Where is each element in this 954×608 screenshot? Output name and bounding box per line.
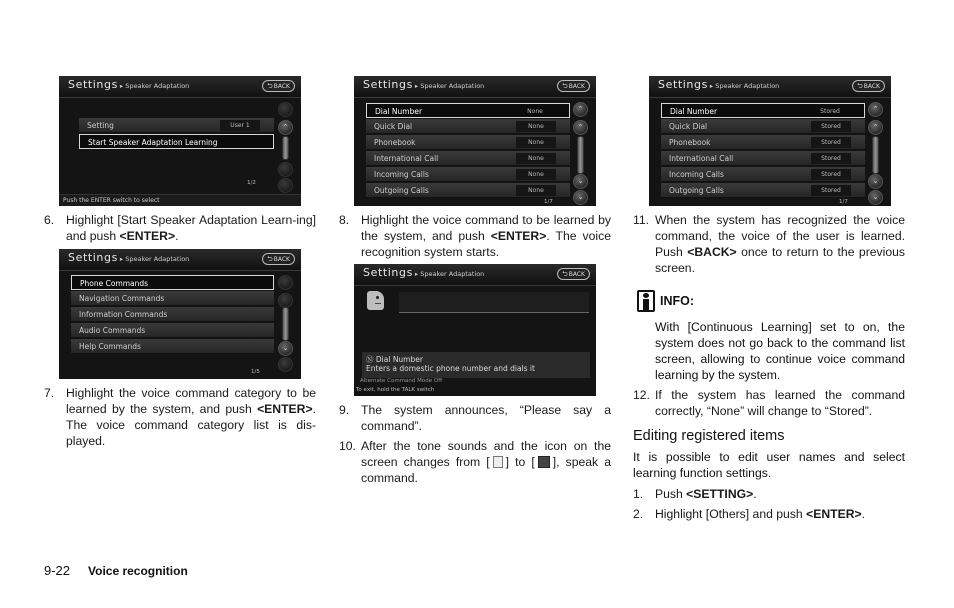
screen-speaker-adaptation-start	[59, 76, 301, 206]
back-button[interactable]: ⮌BACK	[262, 80, 295, 92]
scrollbar[interactable]	[282, 307, 289, 341]
back-button[interactable]: ⮌BACK	[262, 253, 295, 265]
screen-title: Settings ▸ Speaker Adaptation	[68, 251, 190, 264]
step-7: 7. Highlight the voice command category to be learned by the system, and push <ENTER>. The voice command category list is dis-played.	[44, 386, 316, 448]
page-indicator: 1/5	[251, 369, 260, 375]
page-number: 9-22	[44, 563, 71, 578]
screen-title: Settings ▸ Speaker Adaptation	[363, 266, 485, 279]
page-indicator: 1/7	[544, 199, 553, 205]
scroll-rail[interactable]	[571, 102, 591, 201]
back-arrow-icon: ⮌	[857, 82, 863, 90]
list-item-setting[interactable]: Setting User 1	[79, 118, 274, 133]
command-info-panel	[362, 352, 590, 378]
list-item-outgoing-calls[interactable]: Outgoing Calls None	[366, 183, 570, 198]
list-item-incoming-calls[interactable]: Incoming Calls None	[366, 167, 570, 182]
page-down-icon[interactable]: ⌄	[868, 190, 883, 205]
step-8: 8. Highlight the voice command to be learned by the system, and push <ENTER>. The voice recognition system starts.	[339, 213, 612, 259]
screen-title: Settings ▸ Speaker Adaptation	[658, 78, 780, 91]
list-item-information-commands[interactable]: Information Commands	[71, 307, 274, 322]
scroll-up-icon[interactable]: ⌃	[573, 120, 588, 135]
list-item-dial-number[interactable]: Dial Number Stored	[661, 103, 865, 118]
screen-header	[354, 264, 596, 286]
screen-header	[59, 249, 301, 271]
page-down-icon[interactable]	[278, 357, 293, 372]
list-item-audio-commands[interactable]: Audio Commands	[71, 323, 274, 338]
hint-text: To exit, hold the TALK switch	[356, 387, 435, 393]
scroll-up-icon[interactable]: ⌃	[278, 120, 293, 135]
scroll-down-icon[interactable]: ⌄	[278, 341, 293, 356]
section-intro: It is possible to edit user names and select learning function settings.	[633, 450, 905, 480]
screen-phone-commands-none	[354, 76, 596, 206]
back-button[interactable]: ⮌BACK	[557, 268, 590, 280]
voice-recognition-face-icon	[367, 291, 384, 310]
microphone-active-icon	[538, 456, 550, 468]
list-item-outgoing-calls[interactable]: Outgoing Calls Stored	[661, 183, 865, 198]
back-button[interactable]: ⮌BACK	[557, 80, 590, 92]
page-down-icon[interactable]: ⌄	[573, 190, 588, 205]
scrollbar[interactable]	[577, 136, 584, 174]
microphone-standby-icon	[493, 456, 503, 468]
page-indicator: 1/2	[247, 180, 256, 186]
info-text: With [Continuous Learning] set to on, the system does not go back to the command list screen, allowing to continue voice command learning by the system.	[655, 320, 905, 382]
list-item-phone-commands[interactable]: Phone Commands	[71, 275, 274, 290]
scroll-down-icon[interactable]: ⌄	[868, 174, 883, 189]
scroll-rail[interactable]	[276, 275, 296, 370]
list-item-quick-dial[interactable]: Quick Dial Stored	[661, 119, 865, 134]
section-heading: Editing registered items	[633, 428, 785, 444]
page-indicator: 1/7	[839, 199, 848, 205]
info-icon	[637, 290, 655, 312]
step-9: 9. The system announces, “Please say a command”.	[339, 403, 611, 433]
screen-phone-commands-stored	[649, 76, 891, 206]
back-arrow-icon: ⮌	[267, 82, 273, 90]
list-item-quick-dial[interactable]: Quick Dial None	[366, 119, 570, 134]
screen-header	[354, 76, 596, 98]
screen-header	[59, 76, 301, 98]
list-item-international-call[interactable]: International Call None	[366, 151, 570, 166]
scroll-down-icon[interactable]: ⌄	[573, 174, 588, 189]
list-item-help-commands[interactable]: Help Commands	[71, 339, 274, 354]
screen-header	[649, 76, 891, 98]
info-label: INFO:	[660, 294, 695, 308]
list-item-dial-number[interactable]: Dial Number None	[366, 103, 570, 118]
page-up-icon[interactable]: ⌃	[573, 102, 588, 117]
scroll-up-icon[interactable]: ⌃	[868, 120, 883, 135]
back-arrow-icon: ⮌	[562, 270, 568, 278]
back-arrow-icon: ⮌	[267, 255, 273, 263]
screen-title: Settings ▸ Speaker Adaptation	[363, 78, 485, 91]
command-title: Ⓝ Dial Number	[366, 355, 423, 364]
scrollbar[interactable]	[872, 136, 879, 174]
screen-command-categories	[59, 249, 301, 379]
mode-line: Alternate Command Mode Off	[360, 378, 443, 384]
edit-step-1: 1. Push <SETTING>.	[633, 487, 757, 501]
step-10: 10. After the tone sounds and the icon on the screen changes from [ ] to [ ], speak a command.	[339, 439, 611, 485]
back-button[interactable]: ⮌BACK	[852, 80, 885, 92]
page-up-icon[interactable]: ⌃	[868, 102, 883, 117]
step-6: 6. Highlight [Start Speaker Adaptation Learn-ing] and push <ENTER>.	[44, 213, 316, 243]
list-item-phonebook[interactable]: Phonebook Stored	[661, 135, 865, 150]
page-up-icon[interactable]	[278, 275, 293, 290]
back-arrow-icon: ⮌	[562, 82, 568, 90]
list-item-start-learning[interactable]: Start Speaker Adaptation Learning	[79, 134, 274, 149]
list-item-international-call[interactable]: International Call Stored	[661, 151, 865, 166]
screen-title: Settings ▸ Speaker Adaptation	[68, 78, 190, 91]
section-title: Voice recognition	[88, 564, 188, 578]
command-description: Enters a domestic phone number and dials it	[366, 364, 535, 373]
edit-step-2: 2. Highlight [Others] and push <ENTER>.	[633, 507, 866, 521]
list-item-phonebook[interactable]: Phonebook None	[366, 135, 570, 150]
scroll-down-icon[interactable]	[278, 162, 293, 177]
hint-text: Push the ENTER switch to select	[59, 194, 301, 206]
screen-voice-recognition	[354, 264, 596, 396]
voice-input-field	[399, 292, 589, 313]
list-item-navigation-commands[interactable]: Navigation Commands	[71, 291, 274, 306]
scroll-rail[interactable]	[276, 102, 296, 192]
page-down-icon[interactable]	[278, 178, 293, 193]
step-12: 12. If the system has learned the command correctly, “None” will change to “Stored”.	[633, 388, 905, 418]
scroll-rail[interactable]	[866, 102, 886, 201]
step-11: 11. When the system has recognized the voice command, the voice of the user is learned. Push <BACK> once to return to the previous screen.	[633, 213, 905, 275]
scrollbar[interactable]	[282, 136, 289, 160]
page-up-icon[interactable]	[278, 102, 293, 117]
list-item-incoming-calls[interactable]: Incoming Calls Stored	[661, 167, 865, 182]
scroll-up-icon[interactable]	[278, 293, 293, 308]
